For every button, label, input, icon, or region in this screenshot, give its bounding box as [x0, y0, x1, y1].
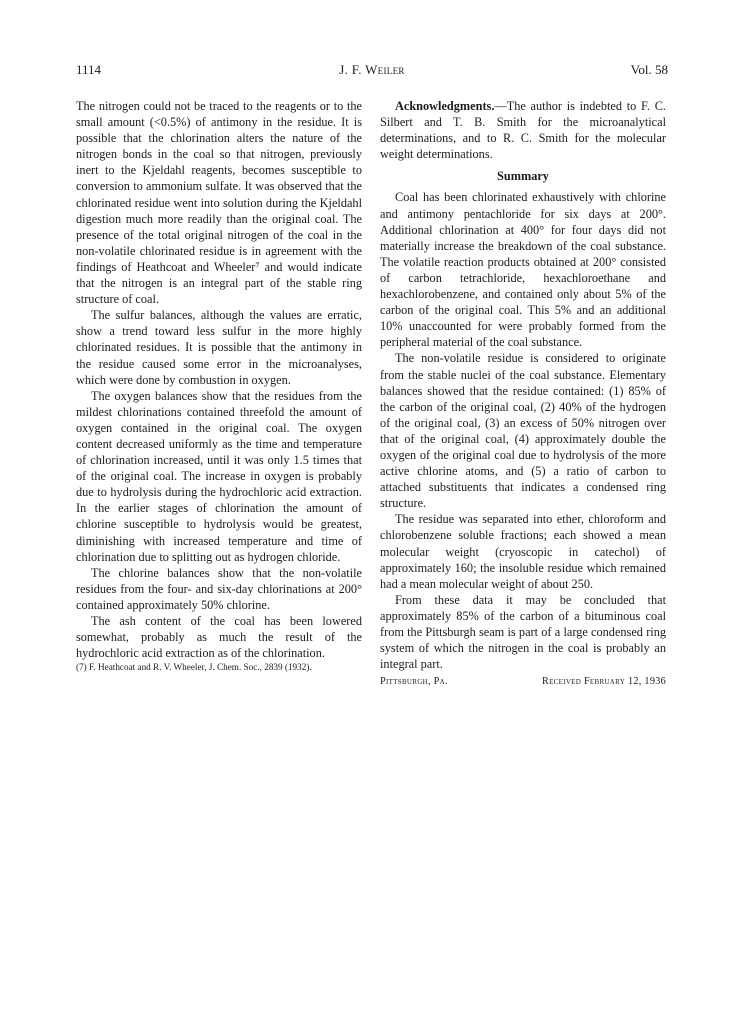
summary-paragraph: From these data it may be concluded that approximately 85% of the carbon of a bituminous coal from the Pittsburgh seam is part of a large condensed ring system of which the nitrogen in the coal is probably an integral part. [380, 592, 666, 672]
right-column [380, 98, 666, 689]
summary-heading: Summary [497, 169, 549, 184]
summary-paragraph: The residue was separated into ether, chloroform and chlorobenzene soluble fractions; each showed a mean molecular weight (cryoscopic in catechol) of approximately 160; the insoluble residue which remained had a mean molecular weight of about 250. [380, 512, 666, 591]
acknowledgments-paragraph [380, 98, 666, 162]
left-column [76, 98, 362, 673]
body-paragraph: The oxygen balances show that the residues from the mildest chlorinations contained threefold the amount of oxygen contained in the original coal. The oxygen content decreased uniformly as the time and temperature of chlorination increased, until it was only 1.5 times that of the original coal. The increase in oxygen is probably due to hydrolysis during the hydrochloric acid extraction. In the earlier stages of chlorination the amount of chlorine susceptible to hydrolysis would be greatest, diminishing with increased temperature and time of chlorination due to splitting out as hydrogen chloride. [76, 388, 362, 564]
body-paragraph: The nitrogen could not be traced to the reagents or to the small amount (<0.5%) of antimony in the residue. It is possible that the chlorination alters the nature of the nitrogen bonds in the coal so that nitrogen, previously inert to the Kjeldahl reagents, becomes susceptible to conversion to ammonium sulfate. It was observed that the chlorinated residue went into solution during the Kjeldahl digestion much more readily than the original coal. The presence of the total original nitrogen of the coal in the non-volatile chlorinated residue is in agreement with the findings of Heathcoat and Wheeler⁷ and would indicate that the nitrogen is an integral part of the stable ring structure of coal. [76, 99, 362, 307]
running-header [76, 62, 668, 80]
footnote: (7) F. Heathcoat and R. V. Wheeler, J. Chem. Soc., 2839 (1932). [76, 662, 312, 673]
summary-paragraph: The non-volatile residue is considered to originate from the stable nuclei of the coal substance. Elementary balances showed that the residue contained: (1) 85% of the carbon of the original coal, (2) 40% of the hydrogen of the original coal, (3) an excess of 50% nitrogen over that of the original coal, (4) approximately double the oxygen of the original coal due to hydrolysis of the more active chlorine atoms, and (5) a ratio of carbon to attached substituents that indicates a condensed ring structure. [380, 351, 666, 511]
page-number: 1114 [76, 62, 102, 77]
signature-line [380, 673, 666, 689]
body-paragraph: The sulfur balances, although the values are erratic, show a trend toward less sulfur in the more highly chlorinated residues. It is possible that the antimony in the residue caused some error in the microanalyses, which were done by combustion in oxygen. [76, 308, 362, 387]
place-label: Pittsburgh, Pa. [380, 676, 448, 688]
body-paragraph: The ash content of the coal has been lowered somewhat, probably as much the result of the hydrochloric acid extraction as of the chlorination. [76, 614, 362, 661]
received-date: Received February 12, 1936 [541, 676, 666, 688]
summary-paragraph: Coal has been chlorinated exhaustively with chlorine and antimony pentachloride for six days at 200°. Additional chlorination at 400° for four days did not materially increase the breakdown of the coal substance. The volatile reaction products obtained at 200° consisted of carbon tetrachloride, hexachloroethane and hexachlorobenzene, and contained only about 5% of the carbon of the original coal. This 5% and an additional 10% unaccounted for were probably formed from the peripheral material of the coal substance. [380, 190, 666, 350]
acknowledgments-text: —The author is indebted to F. C. Silbert and T. B. Smith for the microanalytical determinations, and to R. C. Smith for the molecular weight determinations. [380, 99, 666, 162]
body-paragraph: The chlorine balances show that the non-volatile residues from the four- and six-day chlorinations at 200° contained approximately 50% chlorine. [76, 565, 362, 612]
running-author: J. F. Weiler [339, 62, 405, 77]
acknowledgments-heading: Acknowledgments. [395, 99, 495, 113]
volume-label: Vol. 58 [630, 62, 668, 77]
